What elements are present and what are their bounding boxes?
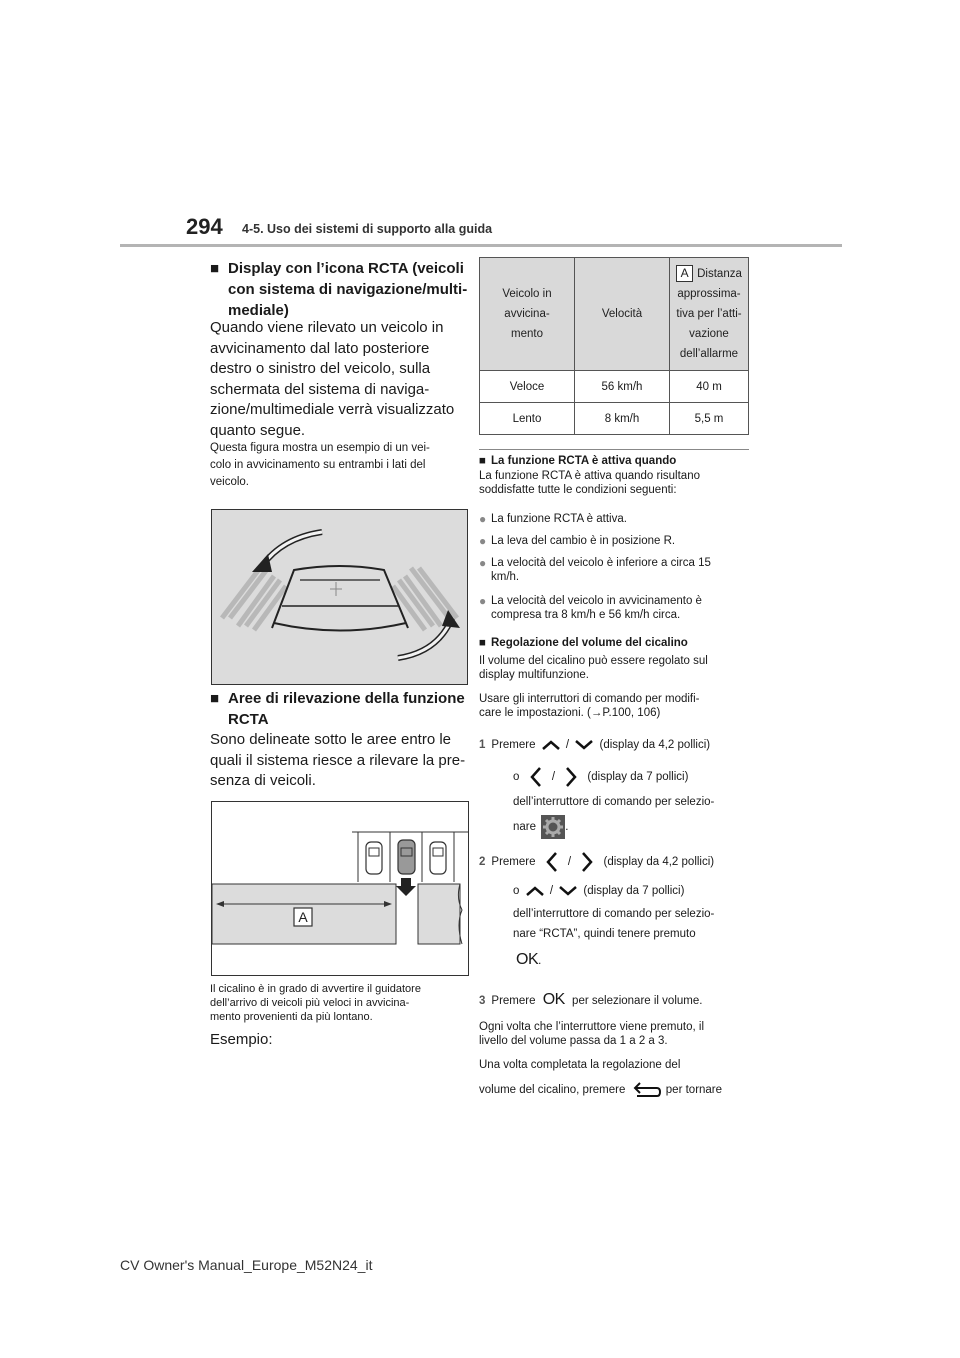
square-bullet-icon: ■ [479,455,486,467]
step-2-line-3: dell’interruttore di comando per selezio- [513,908,715,920]
list-item: ● La velocità del veicolo è inferiore a circa 15 km/h. [479,556,711,583]
text-line: senza di veicoli. [210,772,316,789]
step-2-line-4: nare “RCTA”, quindi tenere premuto [513,928,696,940]
step-1-line-4: nare . [513,815,763,839]
heading-display-rcta-icon [210,258,470,321]
heading-detection-areas [210,688,470,730]
chevron-left-icon [545,851,559,873]
round-bullet-icon: ● [479,512,487,526]
list-item: ● La funzione RCTA è attiva. [479,512,627,526]
step-1: 1 Premere / (display da 4,2 pollici) [479,739,711,751]
figure-rcta-display [211,509,468,685]
example-label: Esempio: [210,1031,273,1048]
step-2-line-2: o / (display da 7 pollici) [513,885,685,897]
paragraph-settings [479,692,754,720]
paragraph-completion-line-2: volume del cicalino, premere per tornare [479,1082,759,1098]
step-number: 2 [479,856,486,869]
text-line: quali il sistema riesce a rilevare la pre- [210,751,466,769]
paragraph-rcta-active [479,469,754,497]
text-line: La funzione RCTA è attiva quando risultano [479,470,700,482]
table-header-row [480,258,749,371]
round-bullet-icon: ● [479,534,487,548]
chevron-up-icon [541,739,561,751]
text-line: Sono delineate sotto le aree entro le [210,731,452,748]
text-line: quanto segue. [210,421,306,439]
text-line: Usare gli interruttori di comando per modifi- [479,693,700,705]
text-line: veicolo. [210,476,249,488]
text-line: Il cicalino è in grado di avvertire il guidatore [210,983,421,995]
text-line: colo in avvicinamento su entrambi i lati del [210,459,426,471]
ok-button-icon: OK [516,951,539,968]
header-rule [120,244,842,247]
caption-buzzer [210,982,472,1024]
rcta-distance-table [479,257,749,435]
column-header-speed: Velocità [575,258,670,371]
footer-manual-id: CV Owner's Manual_Europe_M52N24_it [120,1257,373,1273]
figure-label-a: A [298,909,308,925]
text-line: livello del volume passa da 1 a 2 a 3. [479,1035,668,1047]
text-line: Quando viene rilevato un veicolo in [210,319,444,336]
text-line: Ogni volta che l’interruttore viene premuto, il [479,1021,704,1033]
text-line: zione/multimediale verrà visualizzato [210,401,455,418]
step-2-ok: OK. [516,951,542,968]
chevron-down-icon [574,739,594,751]
text-line: Il volume del cicalino può essere regolato sul [479,655,708,667]
step-number: 3 [479,995,486,1007]
list-item: ● La velocità del veicolo in avvicinamento è compresa tra 8 km/h e 56 km/h circa. [479,594,702,621]
paragraph-rcta-display [210,318,472,441]
chevron-right-icon [580,851,594,873]
table-cell: 8 km/h [575,403,670,435]
gear-icon [541,815,565,839]
paragraph-detection-areas [210,730,472,792]
label-a-box: A [676,265,693,282]
note-figure-example [210,440,472,491]
chevron-left-icon [529,766,543,788]
text-line: schermata del sistema di naviga- [210,380,430,398]
heading-text: Aree di rilevazione della funzione RCTA [228,690,465,728]
back-arrow-icon [631,1082,661,1098]
table-row [480,371,749,403]
heading-text: Regolazione del volume del cicalino [491,637,688,649]
step-1-line-2: o / (display da 7 pollici) [513,766,763,788]
column-header-distance: A Distanza approssima- tiva per l’atti- vazione dell’allarme [670,258,749,371]
list-item: ● La leva del cambio è in posizione R. [479,534,676,548]
table-row [480,403,749,435]
ok-button-icon: OK [542,991,565,1008]
heading-text: La funzione RCTA è attiva quando [491,455,677,467]
square-bullet-icon: ■ [210,690,220,707]
text-line: mento provenienti da più lontano. [210,1011,373,1023]
text-line: display multifunzione. [479,669,589,681]
table-cell: 40 m [670,371,749,403]
paragraph-buzzer-volume [479,654,754,682]
text-line: care le impostazioni. (→P.100, 106) [479,707,661,719]
step-number: 1 [479,739,486,751]
round-bullet-icon: ● [479,594,487,608]
text-line: Questa figura mostra un esempio di un vei- [210,442,430,454]
text-line: avvicinamento dal lato posteriore [210,339,430,357]
round-bullet-icon: ● [479,556,487,570]
rcta-display-illustration [212,510,467,684]
step-2: 2 Premere / (display da 4,2 pollici) [479,851,759,873]
section-title: 4-5. Uso dei sistemi di supporto alla guida [242,222,493,236]
heading-text: Display con l’icona RCTA (veicoli con sistema di navigazione/multi-mediale) [228,260,468,319]
text-line: destro o sinistro del veicolo, sulla [210,360,431,377]
table-cell: 5,5 m [670,403,749,435]
paragraph-completion-line-1: Una volta completata la regolazione del [479,1059,681,1071]
table-cell: 56 km/h [575,371,670,403]
chevron-down-icon [558,885,578,897]
step-1-line-3: dell’interruttore di comando per selezio- [513,796,715,808]
chevron-up-icon [525,885,545,897]
square-bullet-icon: ■ [210,260,220,277]
heading-rcta-active [479,454,754,468]
text-line: dell’arrivo di veicoli più veloci in avvicina- [210,997,410,1009]
figure-detection-areas [211,801,469,976]
step-3: 3 Premere OK per selezionare il volume. [479,991,703,1008]
chevron-right-icon [564,766,578,788]
text-line: soddisfatte tutte le condizioni seguenti: [479,484,677,496]
detection-areas-illustration [212,802,468,975]
table-cell: Lento [480,403,575,435]
paragraph-volume-levels [479,1020,754,1048]
section-divider [479,449,749,450]
page-number: 294 [186,214,223,239]
square-bullet-icon: ■ [479,637,486,649]
column-header-vehicle: Veicolo in avvicina- mento [480,258,575,371]
table-cell: Veloce [480,371,575,403]
heading-buzzer-volume [479,636,754,650]
